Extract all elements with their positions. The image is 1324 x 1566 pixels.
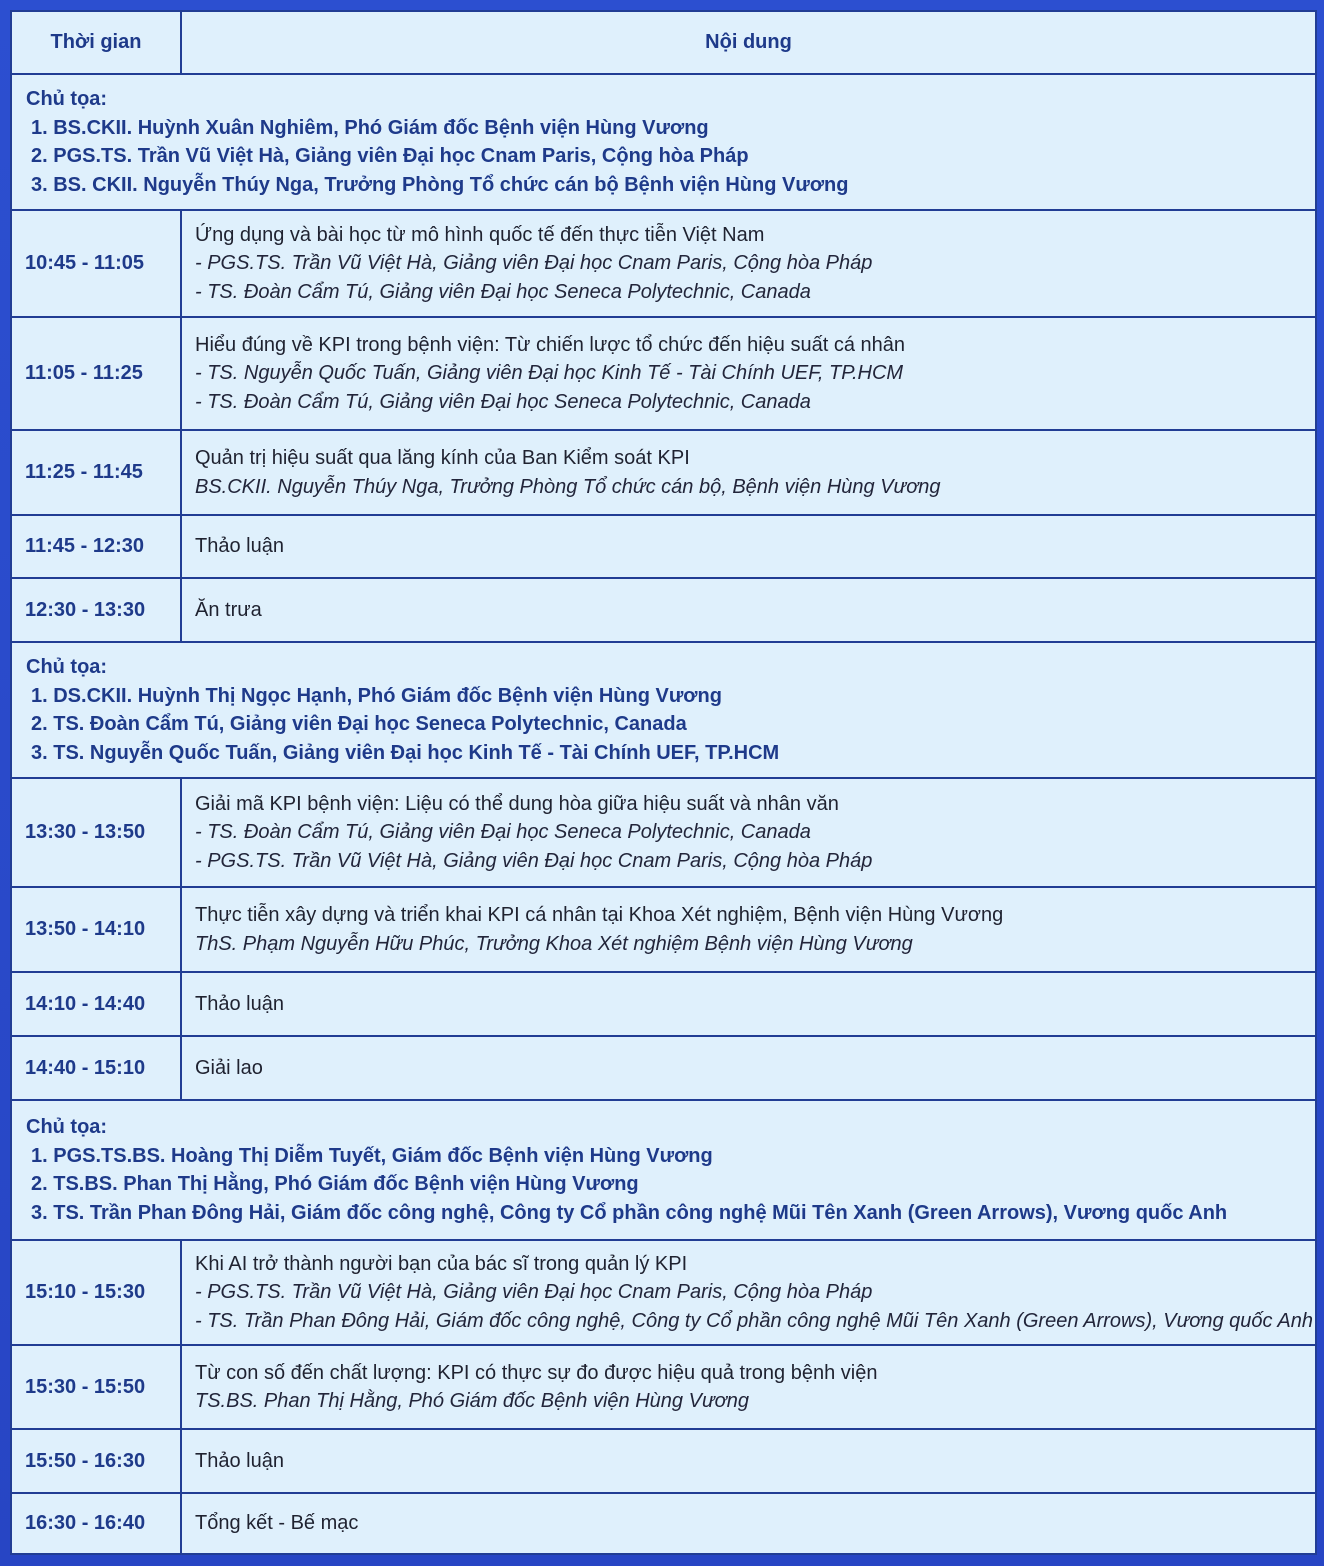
chair-item: 2. TS.BS. Phan Thị Hằng, Phó Giám đốc Bệnh viện Hùng Vương — [31, 1173, 639, 1195]
topic-title: Thực tiễn xây dựng và triển khai KPI cá nhân tại Khoa Xét nghiệm, Bệnh viện Hùng Vương — [195, 904, 1004, 926]
chair-item: 3. TS. Trần Phan Đông Hải, Giám đốc công nghệ, Công ty Cổ phần công nghệ Mũi Tên Xanh (Green Arrows), Vương quốc Anh — [31, 1201, 1228, 1224]
topic-title: Ăn trưa — [195, 598, 262, 621]
agenda-row — [12, 318, 1315, 431]
agenda-row — [12, 888, 1315, 973]
chair-item: 1. DS.CKII. Huỳnh Thị Ngọc Hạnh, Phó Giám đốc Bệnh viện Hùng Vương — [31, 684, 722, 707]
agenda-content — [182, 211, 1315, 316]
speaker: - TS. Đoàn Cẩm Tú, Giảng viên Đại học Seneca Polytechnic, Canada — [195, 390, 811, 413]
speaker: - TS. Đoàn Cẩm Tú, Giảng viên Đại học Seneca Polytechnic, Canada — [195, 821, 811, 844]
agenda-content — [182, 431, 1315, 514]
agenda-row — [12, 1430, 1315, 1494]
session-chairs — [12, 1101, 1315, 1241]
chair-label: Chủ tọa: — [26, 88, 108, 110]
agenda-content — [182, 779, 1315, 886]
agenda-content — [182, 579, 1315, 641]
agenda-row — [12, 516, 1315, 579]
topic-title: Từ con số đến chất lượng: KPI có thực sự đo được hiệu quả trong bệnh viện — [195, 1361, 878, 1384]
chair-item: 2. PGS.TS. Trần Vũ Việt Hà, Giảng viên Đại học Cnam Paris, Cộng hòa Pháp — [31, 145, 749, 167]
session-chairs — [12, 75, 1315, 211]
time-slot: 11:05 - 11:25 — [12, 318, 182, 429]
speaker: - PGS.TS. Trần Vũ Việt Hà, Giảng viên Đại học Cnam Paris, Cộng hòa Pháp — [195, 252, 873, 275]
chair-item: 3. BS. CKII. Nguyễn Thúy Nga, Trưởng Phòng Tổ chức cán bộ Bệnh viện Hùng Vương — [31, 173, 849, 196]
session-chairs — [12, 643, 1315, 779]
topic-title: Ứng dụng và bài học từ mô hình quốc tế đến thực tiễn Việt Nam — [195, 223, 765, 246]
speaker: ThS. Phạm Nguyễn Hữu Phúc, Trưởng Khoa Xét nghiệm Bệnh viện Hùng Vương — [195, 932, 913, 955]
speaker: - PGS.TS. Trần Vũ Việt Hà, Giảng viên Đại học Cnam Paris, Cộng hòa Pháp — [195, 1281, 873, 1304]
agenda-row — [12, 211, 1315, 318]
topic-title: Giải lao — [195, 1056, 263, 1079]
time-slot: 13:50 - 14:10 — [12, 888, 182, 971]
speaker: - TS. Nguyễn Quốc Tuấn, Giảng viên Đại học Kinh Tế - Tài Chính UEF, TP.HCM — [195, 362, 904, 385]
topic-title: Tổng kết - Bế mạc — [195, 1512, 359, 1535]
agenda-row — [12, 1241, 1315, 1346]
speaker: TS.BS. Phan Thị Hằng, Phó Giám đốc Bệnh viện Hùng Vương — [195, 1390, 749, 1412]
topic-title: Hiểu đúng về KPI trong bệnh viện: Từ chiến lược tổ chức đến hiệu suất cá nhân — [195, 333, 906, 356]
chair-item: 1. BS.CKII. Huỳnh Xuân Nghiêm, Phó Giám đốc Bệnh viện Hùng Vương — [31, 116, 709, 139]
header-content: Nội dung — [705, 31, 792, 54]
agenda-row — [12, 1494, 1315, 1553]
chair-item: 1. PGS.TS.BS. Hoàng Thị Diễm Tuyết, Giám đốc Bệnh viện Hùng Vương — [31, 1144, 713, 1167]
table-header — [12, 12, 1315, 75]
speaker: - TS. Đoàn Cẩm Tú, Giảng viên Đại học Seneca Polytechnic, Canada — [195, 280, 811, 303]
time-slot: 15:50 - 16:30 — [12, 1430, 182, 1492]
agenda-row — [12, 779, 1315, 888]
time-slot: 12:30 - 13:30 — [12, 579, 182, 641]
time-slot: 16:30 - 16:40 — [12, 1494, 182, 1553]
topic-title: Thảo luận — [195, 535, 284, 558]
chair-item: 3. TS. Nguyễn Quốc Tuấn, Giảng viên Đại học Kinh Tế - Tài Chính UEF, TP.HCM — [31, 741, 780, 764]
agenda-row — [12, 973, 1315, 1037]
time-slot: 15:10 - 15:30 — [12, 1241, 182, 1344]
agenda-row — [12, 579, 1315, 643]
agenda-content — [182, 888, 1315, 971]
chair-label: Chủ tọa: — [26, 656, 108, 678]
topic-title: Thảo luận — [195, 992, 284, 1015]
agenda-content — [182, 318, 1315, 429]
agenda-row — [12, 1037, 1315, 1101]
time-slot: 11:25 - 11:45 — [12, 431, 182, 514]
time-slot: 15:30 - 15:50 — [12, 1346, 182, 1428]
time-slot: 10:45 - 11:05 — [12, 211, 182, 316]
topic-title: Giải mã KPI bệnh viện: Liệu có thể dung hòa giữa hiệu suất và nhân văn — [195, 792, 839, 815]
agenda-content — [182, 1241, 1315, 1344]
agenda-row — [12, 1346, 1315, 1430]
speaker: - TS. Trần Phan Đông Hải, Giám đốc công nghệ, Công ty Cổ phần công nghệ Mũi Tên Xanh (Green Arrows), Vương quốc Anh — [195, 1309, 1313, 1332]
header-time: Thời gian — [12, 12, 182, 73]
speaker: BS.CKII. Nguyễn Thúy Nga, Trưởng Phòng Tổ chức cán bộ, Bệnh viện Hùng Vương — [195, 475, 941, 498]
topic-title: Khi AI trở thành người bạn của bác sĩ trong quản lý KPI — [195, 1252, 688, 1275]
agenda-content — [182, 1346, 1315, 1428]
agenda-table — [10, 10, 1317, 1555]
time-slot: 13:30 - 13:50 — [12, 779, 182, 886]
chair-label: Chủ tọa: — [26, 1116, 108, 1138]
agenda-row — [12, 431, 1315, 516]
agenda-content — [182, 973, 1315, 1035]
time-slot: 11:45 - 12:30 — [12, 516, 182, 577]
agenda-content — [182, 516, 1315, 577]
chair-item: 2. TS. Đoàn Cẩm Tú, Giảng viên Đại học Seneca Polytechnic, Canada — [31, 713, 687, 735]
time-slot: 14:40 - 15:10 — [12, 1037, 182, 1099]
agenda-content — [182, 1430, 1315, 1492]
topic-title: Thảo luận — [195, 1449, 284, 1472]
speaker: - PGS.TS. Trần Vũ Việt Hà, Giảng viên Đại học Cnam Paris, Cộng hòa Pháp — [195, 849, 873, 872]
agenda-content — [182, 1037, 1315, 1099]
agenda-content — [182, 1494, 1315, 1553]
topic-title: Quản trị hiệu suất qua lăng kính của Ban Kiểm soát KPI — [195, 447, 690, 469]
time-slot: 14:10 - 14:40 — [12, 973, 182, 1035]
